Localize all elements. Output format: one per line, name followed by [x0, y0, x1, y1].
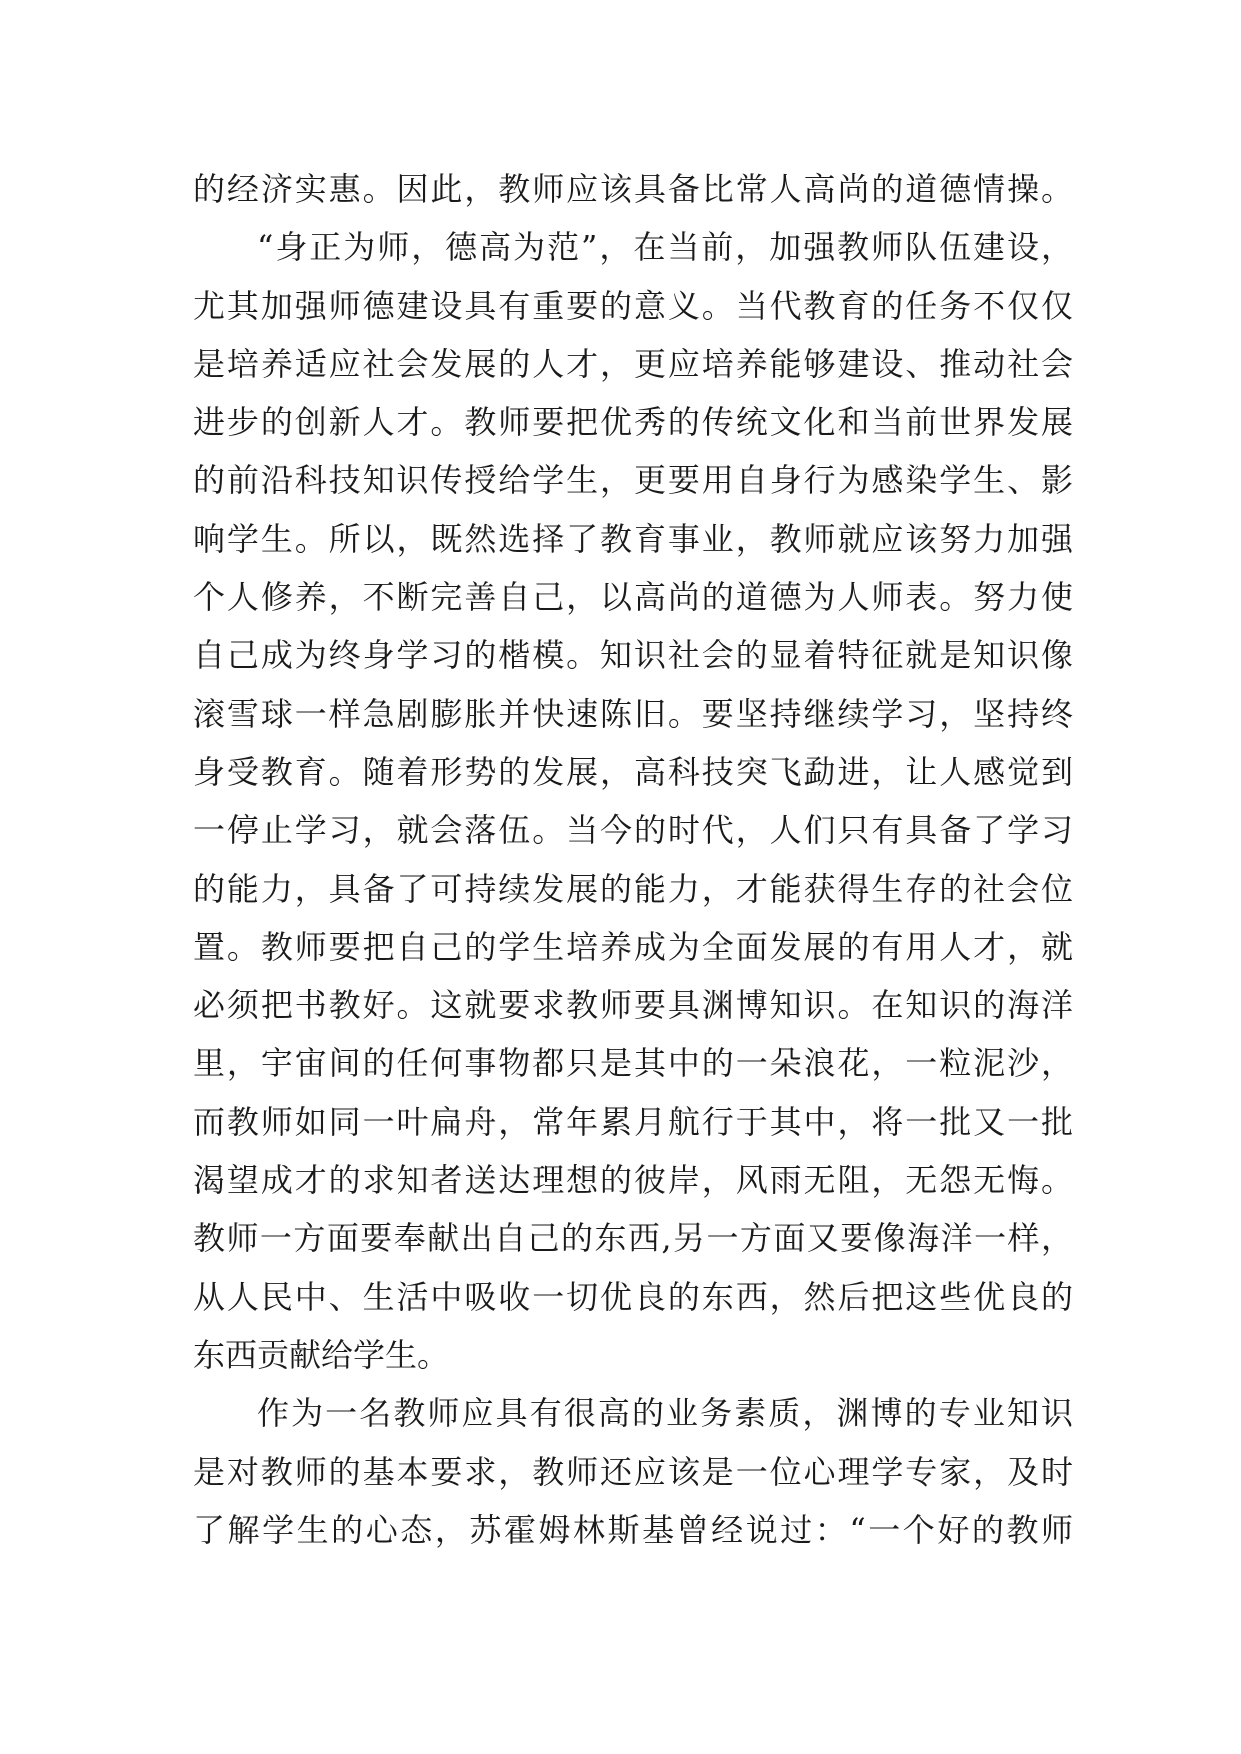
text-line: 是对教师的基本要求，教师还应该是一位心理学专家，及时: [193, 1452, 1073, 1491]
text-line: 教师一方面要奉献出自己的东西,另一方面又要像海洋一样，: [193, 1219, 1073, 1258]
text-line: 响学生。所以，既然选择了教育事业，教师就应该努力加强: [193, 519, 1073, 558]
text-line: 必须把书教好。这就要求教师要具渊博知识。在知识的海洋: [193, 986, 1073, 1025]
text-line: 了解学生的心态，苏霍姆林斯基曾经说过：“一个好的教师: [193, 1510, 1073, 1549]
text-line: 的能力，具备了可持续发展的能力，才能获得生存的社会位: [193, 869, 1073, 908]
text-line: 的经济实惠。因此，教师应该具备比常人高尚的道德情操。: [193, 170, 1073, 208]
text-line: 自己成为终身学习的楷模。知识社会的显着特征就是知识像: [193, 636, 1073, 675]
text-line: 的前沿科技知识传授给学生，更要用自身行为感染学生、影: [193, 461, 1073, 500]
body-text: [193, 160, 1073, 1559]
text-line: 个人修养，不断完善自己，以高尚的道德为人师表。努力使: [193, 578, 1073, 617]
text-line: 是培养适应社会发展的人才，更应培养能够建设、推动社会: [193, 344, 1073, 383]
text-line: “身正为师，德高为范”，在当前，加强教师队伍建设，: [257, 228, 1073, 267]
text-line: 作为一名教师应具有很高的业务素质，渊博的专业知识: [257, 1394, 1073, 1433]
text-line: 东西贡献给学生。: [193, 1335, 450, 1374]
text-line: 尤其加强师德建设具有重要的意义。当代教育的任务不仅仅: [193, 286, 1073, 325]
text-line: 渴望成才的求知者送达理想的彼岸，风雨无阻，无怨无悔。: [193, 1161, 1073, 1200]
text-line: 里，宇宙间的任何事物都只是其中的一朵浪花，一粒泥沙，: [193, 1044, 1073, 1083]
text-line: 从人民中、生活中吸收一切优良的东西，然后把这些优良的: [193, 1277, 1073, 1316]
text-line: 而教师如同一叶扁舟，常年累月航行于其中，将一批又一批: [193, 1102, 1073, 1141]
text-line: 身受教育。随着形势的发展，高科技突飞勐进，让人感觉到: [193, 752, 1073, 791]
text-line: 置。教师要把自己的学生培养成为全面发展的有用人才，就: [193, 927, 1073, 966]
text-line: 一停止学习，就会落伍。当今的时代，人们只有具备了学习: [193, 811, 1073, 850]
text-line: 滚雪球一样急剧膨胀并快速陈旧。要坚持继续学习，坚持终: [193, 694, 1073, 733]
text-line: 进步的创新人才。教师要把优秀的传统文化和当前世界发展: [193, 403, 1073, 442]
